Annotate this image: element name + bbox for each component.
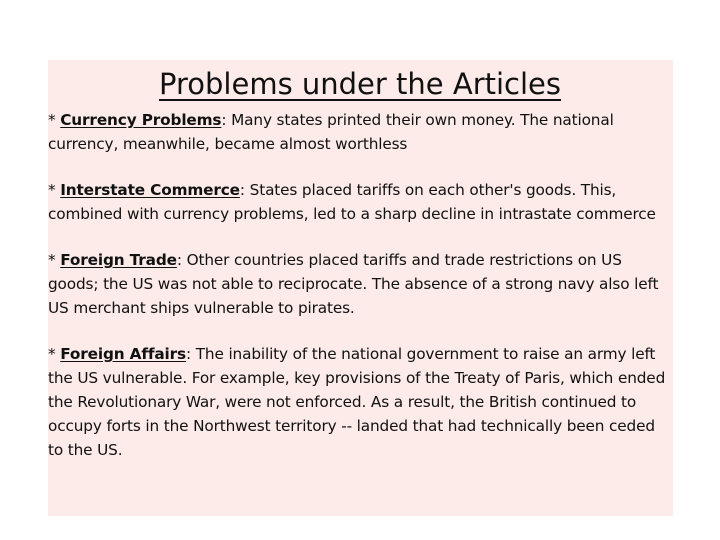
bullet-marker: * (48, 111, 56, 129)
description-currency-problems: Many states printed their own money. The national currency, meanwhile, became almost worthless (48, 111, 614, 153)
description-foreign-affairs: The inability of the national government to raise an army left the US vulnerable. For example, key provisions of the Treaty of Paris, which ended the Revolutionary War, were not enforced. As a result, the British continued to occupy forts in the Northwest territory -- landed that had technically been ceded to the US. (48, 345, 666, 459)
paragraph-interstate-commerce (48, 178, 673, 226)
slide-body (48, 108, 673, 462)
bullet-marker: * (48, 345, 56, 363)
paragraph-gap (48, 156, 673, 178)
term-separator: : (221, 111, 227, 129)
bullet-marker: * (48, 181, 56, 199)
paragraph-currency-problems (48, 108, 673, 156)
term-currency-problems: Currency Problems (60, 111, 222, 129)
description-foreign-trade: Other countries placed tariffs and trade restrictions on US goods; the US was not able to reciprocate. The absence of a strong navy also left US merchant ships vulnerable to pirates. (48, 251, 659, 317)
term-foreign-affairs: Foreign Affairs (60, 345, 186, 363)
paragraph-foreign-trade (48, 248, 673, 320)
slide-title-text: Problems under the Articles (159, 67, 561, 101)
term-foreign-trade: Foreign Trade (60, 251, 177, 269)
term-separator: : (176, 251, 182, 269)
term-separator: : (239, 181, 245, 199)
term-interstate-commerce: Interstate Commerce (60, 181, 240, 199)
paragraph-gap (48, 320, 673, 342)
description-interstate-commerce: States placed tariffs on each other's goods. This, combined with currency problems, led to a sharp decline in intrastate commerce (48, 181, 656, 223)
bullet-marker: * (48, 251, 56, 269)
slide-title (0, 64, 720, 104)
term-separator: : (186, 345, 192, 363)
paragraph-gap (48, 226, 673, 248)
paragraph-foreign-affairs (48, 342, 673, 462)
